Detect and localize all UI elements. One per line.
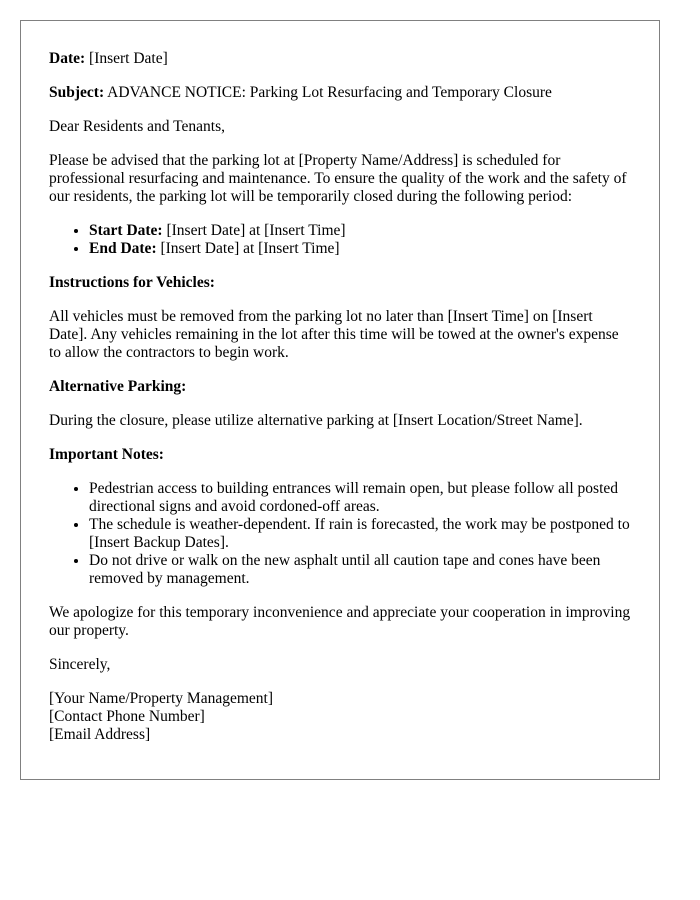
list-item (89, 222, 631, 240)
start-date-label: Start Date: (89, 222, 163, 239)
start-date-value: [Insert Date] at [Insert Time] (166, 222, 346, 239)
intro-paragraph: Please be advised that the parking lot at [Property Name/Address] is scheduled for professional resurfacing and maintenance. To ensure the quality of the work and the safety of our residents, the parking lot will be temporarily closed during the following period: (49, 152, 627, 205)
signature-phone: [Contact Phone Number] (49, 708, 205, 725)
vehicles-paragraph: All vehicles must be removed from the parking lot no later than [Insert Time] on [Insert Date]. Any vehicles remaining in the lot after this time will be towed at the owner's expense to allow the contractors to begin work. (49, 308, 619, 361)
date-line (49, 50, 631, 68)
list-item: • Pedestrian access to building entrances will remain open, but please follow all posted directional signs and avoid cordoned-off areas. (89, 480, 631, 516)
letter-document (20, 20, 660, 780)
subject-line (49, 84, 631, 102)
alternative-parking-paragraph: During the closure, please utilize alternative parking at [Insert Location/Street Name]. (49, 412, 583, 429)
signature-block (49, 690, 631, 744)
date-value: [Insert Date] (89, 50, 168, 67)
date-label: Date: (49, 50, 86, 67)
list-item (89, 240, 631, 258)
notes-list (49, 480, 631, 588)
closing-paragraph: We apologize for this temporary inconvenience and appreciate your cooperation in improving our property. (49, 604, 631, 639)
signoff: Sincerely, (49, 656, 111, 673)
end-date-label: End Date: (89, 240, 157, 257)
signature-name: [Your Name/Property Management] (49, 690, 273, 707)
subject-label: Subject: (49, 84, 105, 101)
vehicles-heading: Instructions for Vehicles: (49, 274, 215, 291)
notes-heading: Important Notes: (49, 446, 164, 463)
alternative-parking-heading: Alternative Parking: (49, 378, 187, 395)
list-item: • Do not drive or walk on the new asphalt until all caution tape and cones have been removed by management. (89, 552, 631, 588)
list-item: • The schedule is weather-dependent. If rain is forecasted, the work may be postponed to [Insert Backup Dates]. (89, 516, 631, 552)
schedule-list (49, 222, 631, 258)
signature-email: [Email Address] (49, 726, 151, 743)
end-date-value: [Insert Date] at [Insert Time] (160, 240, 340, 257)
salutation: Dear Residents and Tenants, (49, 118, 225, 135)
subject-value: ADVANCE NOTICE: Parking Lot Resurfacing and Temporary Closure (107, 84, 552, 101)
